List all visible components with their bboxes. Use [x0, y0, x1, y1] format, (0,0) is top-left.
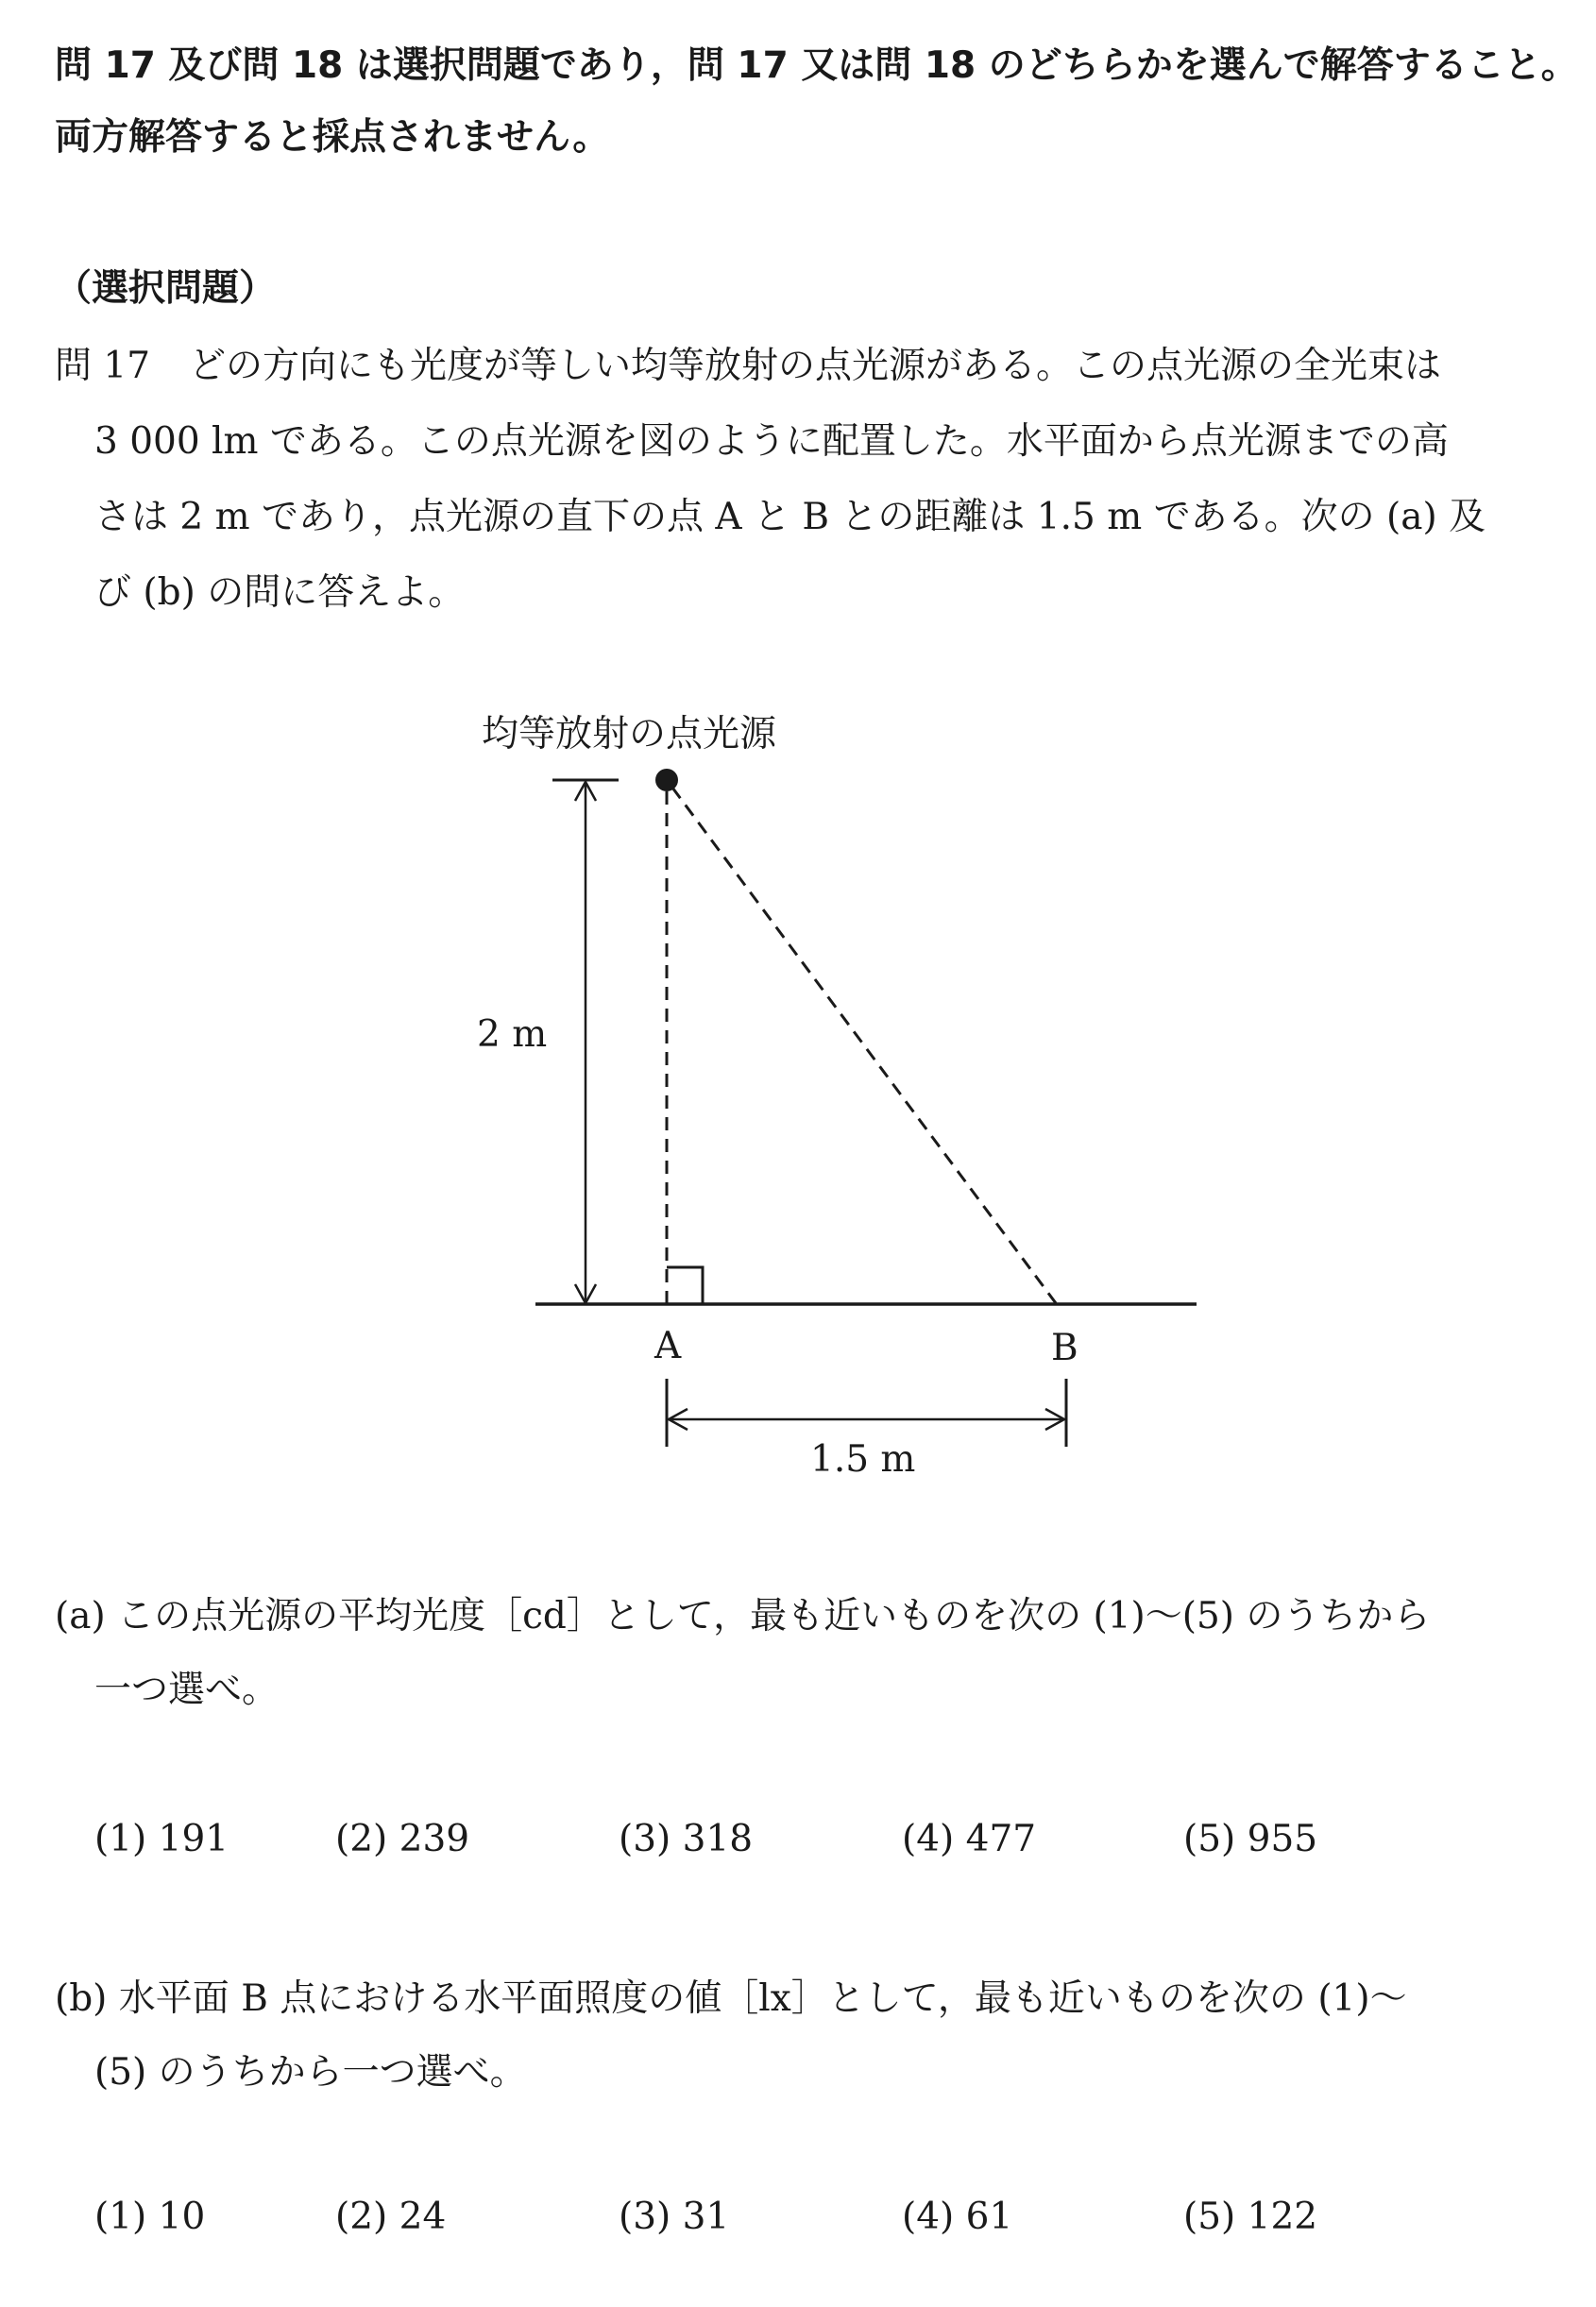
question-text-line-3: さは 2 m であり，点光源の直下の点 A と B との距離は 1.5 m である。次の (a) 及: [94, 496, 1486, 538]
part-a-question-line-1: (a) この点光源の平均光度［cd］として，最も近いものを次の (1)～(5) のうちから: [55, 1595, 1431, 1637]
part-b-option-1[interactable]: (1) 10: [94, 2196, 206, 2238]
part-a-option-1[interactable]: (1) 191: [94, 1818, 229, 1860]
right-angle-marker: [667, 1267, 703, 1303]
slant-dashed-line: [672, 788, 1056, 1303]
part-b-option-5[interactable]: (5) 122: [1183, 2196, 1318, 2238]
height-label: 2 m: [477, 1013, 548, 1056]
part-a-question-line-2: 一つ選べ。: [94, 1669, 280, 1711]
part-b-question-line-2: (5) のうちから一つ選べ。: [94, 2051, 527, 2094]
part-b-option-2[interactable]: (2) 24: [335, 2196, 447, 2238]
part-b-option-3[interactable]: (3) 31: [619, 2196, 730, 2238]
part-a-option-3[interactable]: (3) 318: [619, 1818, 754, 1860]
point-b-label: B: [1051, 1327, 1078, 1369]
part-a-option-2[interactable]: (2) 239: [335, 1818, 470, 1860]
point-a-label: A: [654, 1325, 682, 1367]
selection-notice-line-2: 両方解答すると採点されません。: [55, 116, 610, 159]
question-text-line-1: どの方向にも光度が等しい均等放射の点光源がある。この点光源の全光束は: [189, 345, 1442, 387]
section-label: （選択問題）: [55, 267, 277, 310]
point-light-source: [655, 769, 678, 791]
part-a-option-4[interactable]: (4) 477: [902, 1818, 1037, 1860]
selection-notice-line-1: 問 17 及び問 18 は選択問題であり，問 17 又は問 18 のどちらかを選んで解答すること。: [55, 44, 1578, 87]
question-number: 問 17: [55, 345, 151, 387]
part-b-question-line-1: (b) 水平面 B 点における水平面照度の値［lx］として，最も近いものを次の (1)～: [55, 1977, 1407, 2020]
question-text-line-2: 3 000 lm である。この点光源を図のように配置した。水平面から点光源までの高: [94, 420, 1449, 463]
part-a-option-5[interactable]: (5) 955: [1183, 1818, 1318, 1860]
part-b-option-4[interactable]: (4) 61: [902, 2196, 1013, 2238]
distance-label: 1.5 m: [810, 1438, 916, 1481]
light-source-label: 均等放射の点光源: [482, 713, 777, 755]
question-text-line-4: び (b) の問に答えよ。: [94, 571, 466, 614]
